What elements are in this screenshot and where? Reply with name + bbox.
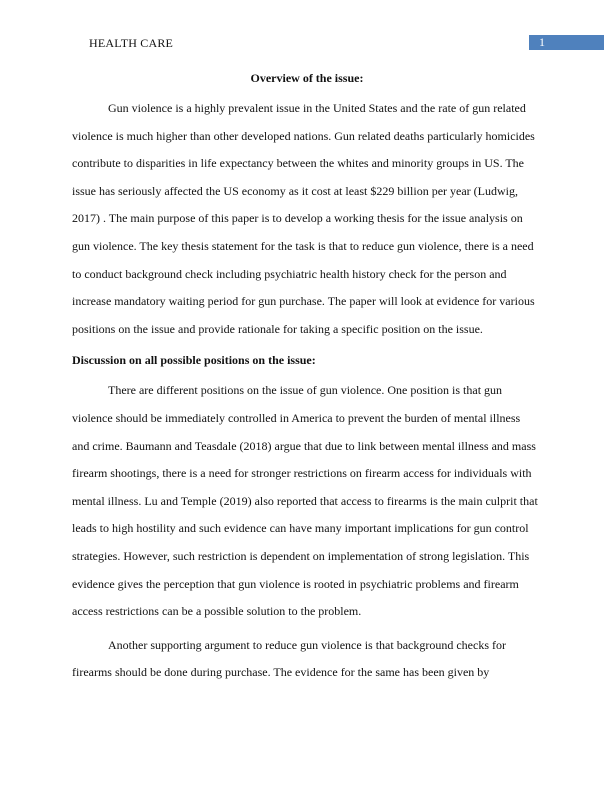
paragraph-line: to conduct background check including psychiatric health history check for the person and: [72, 266, 507, 281]
section-heading: Discussion on all possible positions on the issue:: [72, 353, 316, 368]
paragraph-line: violence is much higher than other developed nations. Gun related deaths particularly homicides: [72, 128, 535, 143]
running-head: HEALTH CARE: [89, 36, 174, 50]
document-body: [72, 67, 542, 693]
paragraph-positions: [72, 377, 542, 625]
paragraph-line: 2017) . The main purpose of this paper is to develop a working thesis for the issue analysis on: [72, 211, 523, 226]
paragraph-line: contribute to disparities in life expectancy between the whites and minority groups in US. The: [72, 156, 525, 171]
paragraph-line: mental illness. Lu and Temple (2019) also reported that access to firearms is the main culprit that: [72, 493, 538, 508]
paragraph-line: firearms should be done during purchase. The evidence for the same has been given by: [72, 665, 490, 680]
paragraph-line: leads to high hostility and such evidence can have many important implications for gun control: [72, 521, 529, 536]
paragraph-line: access restrictions can be a possible solution to the problem.: [72, 604, 362, 619]
page-number-box: [529, 35, 604, 50]
paragraph-line: violence should be immediately controlled in America to prevent the burden of mental illness: [72, 410, 521, 425]
paragraph-overview: [72, 95, 542, 343]
paragraph-line: increase mandatory waiting period for gun purchase. The paper will look at evidence for various: [72, 294, 535, 309]
paragraph-background-checks: [72, 632, 542, 687]
page-number: 1: [539, 35, 545, 49]
paragraph-line: and crime. Baumann and Teasdale (2018) argue that due to link between mental illness and mass: [72, 438, 536, 453]
paragraph-line: gun violence. The key thesis statement for the task is that to reduce gun violence, there is a need: [72, 238, 534, 253]
paragraph-line: positions on the issue and provide rationale for taking a specific position on the issue.: [72, 321, 483, 336]
paragraph-line: firearm shootings, there is a need for stronger restrictions on firearm access for individuals with: [72, 466, 532, 481]
section-title: Overview of the issue:: [250, 71, 364, 85]
paragraph-line: evidence gives the perception that gun violence is rooted in psychiatric problems and firearm: [72, 576, 519, 591]
paragraph-line: There are different positions on the issue of gun violence. One position is that gun: [108, 383, 503, 398]
paragraph-line: strategies. However, such restriction is dependent on implementation of strong legislation. This: [72, 548, 530, 563]
paragraph-line: issue has seriously affected the US economy as it cost at least $229 billion per year (Ludwig,: [72, 183, 519, 198]
paragraph-line: Another supporting argument to reduce gun violence is that background checks for: [108, 637, 506, 652]
paragraph-line: Gun violence is a highly prevalent issue in the United States and the rate of gun related: [108, 101, 526, 115]
